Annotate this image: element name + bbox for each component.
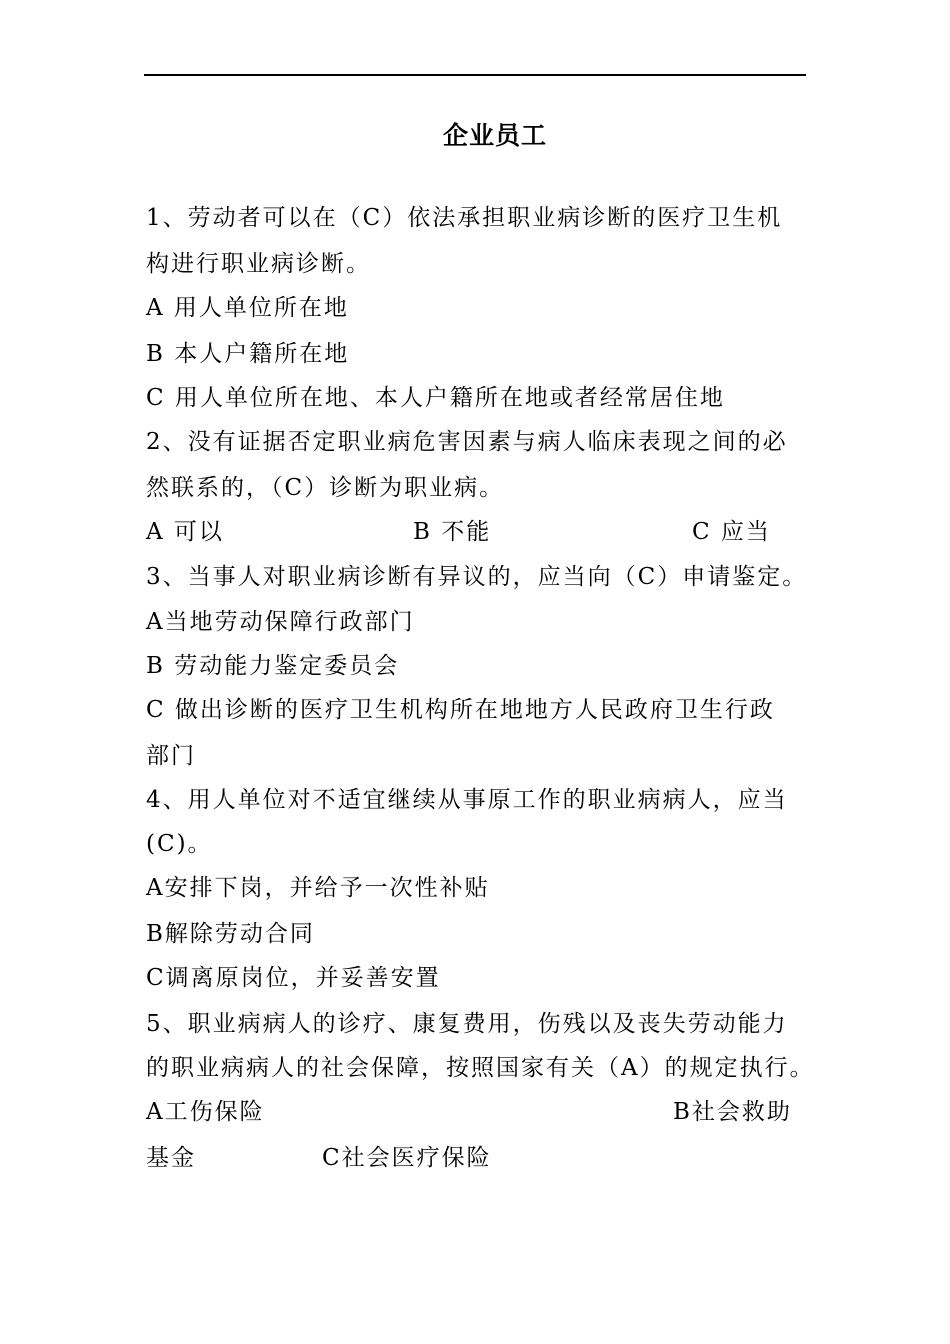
q4-stem-line1: 4、用人单位对不适宜继续从事原工作的职业病病人，应当 <box>146 787 788 813</box>
q3-stem-line1: 3、当事人对职业病诊断有异议的，应当向（C）申请鉴定。 <box>146 564 808 590</box>
q5-option-c: C社会医疗保险 <box>322 1145 492 1171</box>
q5-stem-line1: 5、职业病病人的诊疗、康复费用，伤残以及丧失劳动能力 <box>146 1011 788 1037</box>
q5-option-a: A工伤保险 <box>146 1099 265 1125</box>
q1-stem-line2: 构进行职业病诊断。 <box>146 251 371 277</box>
q4-option-a: A安排下岗，并给予一次性补贴 <box>146 875 490 901</box>
document-title: 企业员工 <box>442 121 547 150</box>
q4-stem-line2: (C)。 <box>146 831 213 857</box>
q3-option-c-line2: 部门 <box>146 743 196 769</box>
q5-option-b-part2: 基金 <box>146 1145 196 1171</box>
q2-option-c: C 应当 <box>692 519 771 545</box>
q3-option-c-line1: C 做出诊断的医疗卫生机构所在地地方人民政府卫生行政 <box>146 697 775 723</box>
q2-option-b: B 不能 <box>413 519 492 545</box>
q4-option-b: B解除劳动合同 <box>146 921 315 947</box>
q3-option-a: A当地劳动保障行政部门 <box>146 609 415 635</box>
q1-stem-line1: 1、劳动者可以在（C）依法承担职业病诊断的医疗卫生机 <box>146 205 783 231</box>
q5-stem-line2: 的职业病病人的社会保障，按照国家有关（A）的规定执行。 <box>146 1055 815 1081</box>
header-rule <box>144 74 806 76</box>
q1-option-b: B 本人户籍所在地 <box>146 341 350 367</box>
q2-option-a: A 可以 <box>146 519 224 545</box>
q1-option-a: A 用人单位所在地 <box>146 295 349 321</box>
q2-stem-line1: 2、没有证据否定职业病危害因素与病人临床表现之间的必 <box>146 429 788 455</box>
q4-option-c: C调离原岗位，并妥善安置 <box>146 965 441 991</box>
q5-option-b-part1: B社会救助 <box>673 1099 792 1125</box>
q2-stem-line2: 然联系的，（C）诊断为职业病。 <box>146 475 505 501</box>
q1-option-c: C 用人单位所在地、本人户籍所在地或者经常居住地 <box>146 385 725 411</box>
q3-option-b: B 劳动能力鉴定委员会 <box>146 653 400 679</box>
